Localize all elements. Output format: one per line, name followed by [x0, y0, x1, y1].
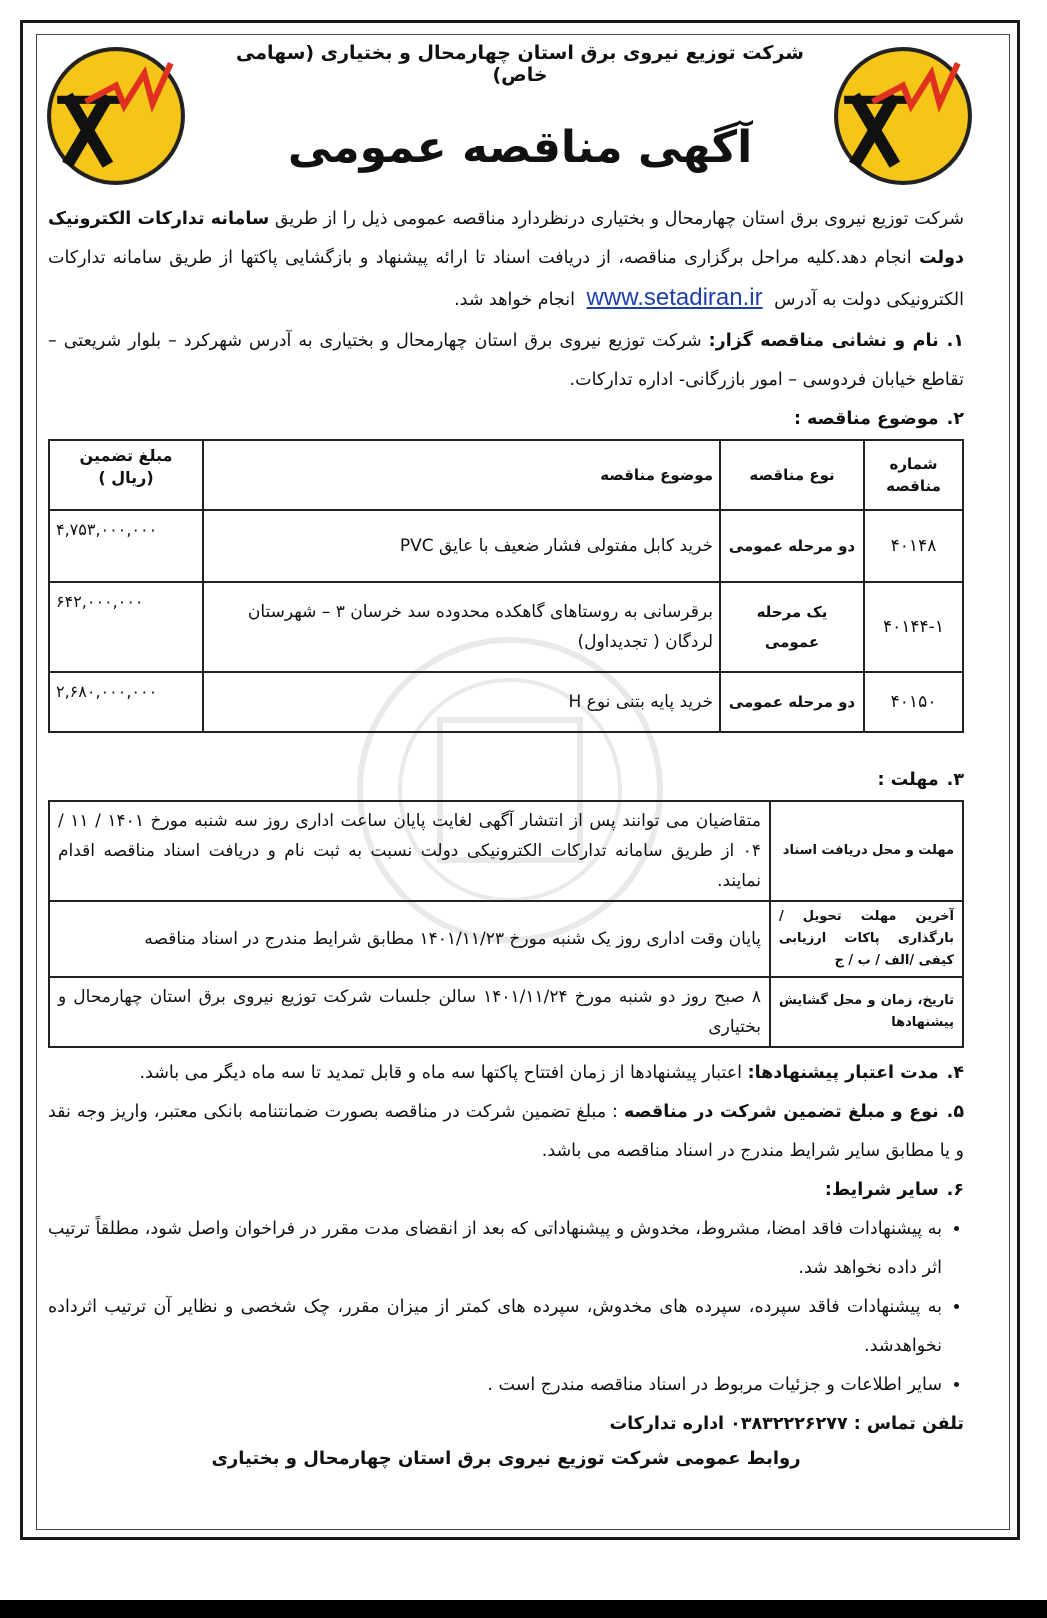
intro-text-1: شرکت توزیع نیروی برق استان چهارمحال و بختیاری درنظردارد مناقصه عمومی ذیل را از طریق [269, 209, 964, 229]
intro-text-2: انجام دهد.کلیه مراحل برگزاری مناقصه، از دریافت اسناد تا ارائه پیشنهاد و بازگشایی پاکتها از طریق سامانه تدارکات الکترونیکی دولت به آدرس [48, 248, 964, 310]
table-row [49, 801, 963, 901]
section-6-heading: سایر شرایط: [824, 1180, 939, 1200]
intro-text-3: انجام خواهد شد. [454, 290, 575, 310]
section-1 [48, 322, 964, 400]
intro-paragraph [48, 200, 964, 320]
company-logo-right [832, 45, 974, 187]
section-5-heading: نوع و مبلغ تضمین شرکت در مناقصه [623, 1102, 939, 1122]
col-header-type: نوع مناقصه [720, 440, 864, 510]
section-5 [48, 1093, 964, 1171]
section-4 [48, 1054, 964, 1093]
intro-bold: سامانه تدارکات الکترونیک دولت [48, 209, 964, 268]
cell-subject: خرید پایه بتنی نوع H [203, 672, 720, 732]
company-logo-left [45, 45, 187, 187]
cell-amount: ۴,۷۵۳,۰۰۰,۰۰۰ [49, 510, 203, 582]
cell-type: دو مرحله عمومی [720, 672, 864, 732]
section-6-number: ۶. [946, 1180, 964, 1200]
deadline-text: پایان وقت اداری روز یک شنبه مورخ ۱۴۰۱/۱۱/۲۳ مطابق شرایط مندرج در اسناد مناقصه [49, 901, 770, 977]
list-item: • سایر اطلاعات و جزئیات مربوط در اسناد مناقصه مندرج است . [48, 1366, 942, 1405]
section-4-heading: مدت اعتبار پیشنهادها: [747, 1063, 939, 1083]
cell-amount: ۲,۶۸۰,۰۰۰,۰۰۰ [49, 672, 203, 732]
cell-number: ۴۰۱۴۴-۱ [864, 582, 963, 672]
setadiran-link[interactable]: www.setadiran.ir [586, 284, 763, 311]
section-2-title [48, 400, 964, 439]
table-row [49, 672, 963, 732]
deadline-table [48, 800, 964, 1048]
announcement-body [48, 200, 964, 1444]
deadline-text: متقاضیان می توانند پس از انتشار آگهی لغایت پایان ساعت اداری روز سه شنبه مورخ ۱۴۰۱ / ۱۱ / ۰۴ از طریق سامانه تدارکات الکترونیکی دولت نسبت به ثبت نام و دریافت اسناد مناقصه اقدام نمایند. [49, 801, 770, 901]
section-6-title [48, 1171, 964, 1210]
cell-subject: خرید کابل مفتولی فشار ضعیف با عایق PVC [203, 510, 720, 582]
section-5-text: : مبلغ تضمین شرکت در مناقصه بصورت ضمانتنامه بانکی معتبر، واریز وجه نقد و یا مطابق سایر شرایط مندرج در اسناد مناقصه می باشد. [48, 1102, 964, 1161]
cell-subject: برقرسانی به روستاهای گاهکده محدوده سد خرسان ۳ – شهرستان لردگان ( تجدیداول) [203, 582, 720, 672]
cell-type: یک مرحله عمومی [720, 582, 864, 672]
section-3-number: ۳. [946, 770, 964, 790]
deadline-label: آخرین مهلت تحویل / بارگذاری پاکات ارزیابی کیفی /الف / ب / ج [770, 901, 963, 977]
cell-type: دو مرحله عمومی [720, 510, 864, 582]
cell-number: ۴۰۱۴۸ [864, 510, 963, 582]
section-5-number: ۵. [946, 1102, 964, 1122]
table-row [49, 977, 963, 1047]
table-row [49, 582, 963, 672]
col-header-subject: موضوع مناقصه [203, 440, 720, 510]
list-item: • به پیشنهادات فاقد سپرده، سپرده های مخدوش، سپرده های کمتر از میزان مقرر، چک شخصی و نظایر آن ترتیب اثرداده نخواهدشد. [48, 1288, 942, 1366]
col-header-amount: مبلغ تضمین (ریال ) [49, 440, 203, 510]
section-1-heading: نام و نشانی مناقصه گزار: [708, 331, 939, 351]
list-item: • به پیشنهادات فاقد امضا، مشروط، مخدوش و پیشنهاداتی که بعد از انقضای مدت مقرر در فراخوان واصل شود، مطلقاً ترتیب اثر داده نخواهد شد. [48, 1210, 942, 1288]
section-3-title [48, 761, 964, 800]
section-1-text: شرکت توزیع نیروی برق استان چهارمحال و بختیاری به آدرس شهرکرد – بلوار شریعتی – تقاطع خیابان فردوسی – امور بازرگانی- اداره تدارکات. [48, 331, 964, 390]
section-1-number: ۱. [946, 331, 964, 351]
deadline-text: ۸ صبح روز دو شنبه مورخ ۱۴۰۱/۱۱/۲۴ سالن جلسات شرکت توزیع نیروی برق استان چهارمحال و بختیاری [49, 977, 770, 1047]
conditions-list [48, 1210, 964, 1405]
deadline-label: مهلت و محل دریافت اسناد [770, 801, 963, 901]
section-4-text: اعتبار پیشنهادها از زمان افتتاح پاکتها سه ماه و قابل تمدید تا سه ماه دیگر می باشد. [139, 1063, 748, 1083]
tenders-table [48, 439, 964, 733]
section-2-heading: موضوع مناقصه : [793, 409, 939, 429]
deadline-label: تاریخ، زمان و محل گشایش پیشنهادها [770, 977, 963, 1047]
section-4-number: ۴. [946, 1063, 964, 1083]
page-title: آگهی مناقصه عمومی [287, 122, 753, 173]
table-row [49, 901, 963, 977]
cell-number: ۴۰۱۵۰ [864, 672, 963, 732]
contact-phone: تلفن تماس : ۰۳۸۳۲۲۲۶۲۷۷ اداره تدارکات [609, 1414, 964, 1434]
cell-amount: ۶۴۲,۰۰۰,۰۰۰ [49, 582, 203, 672]
footer-public-relations: روابط عمومی شرکت توزیع نیروی برق استان چهارمحال و بختیاری [211, 1448, 801, 1469]
bottom-strip [0, 1600, 1047, 1618]
section-3-heading: مهلت : [877, 770, 939, 790]
col-header-number: شماره مناقصه [864, 440, 963, 510]
table-header-row [49, 440, 963, 510]
company-name: شرکت توزیع نیروی برق استان چهارمحال و بختیاری (سهامی خاص) [236, 42, 804, 86]
section-2-number: ۲. [946, 409, 964, 429]
table-row [49, 510, 963, 582]
